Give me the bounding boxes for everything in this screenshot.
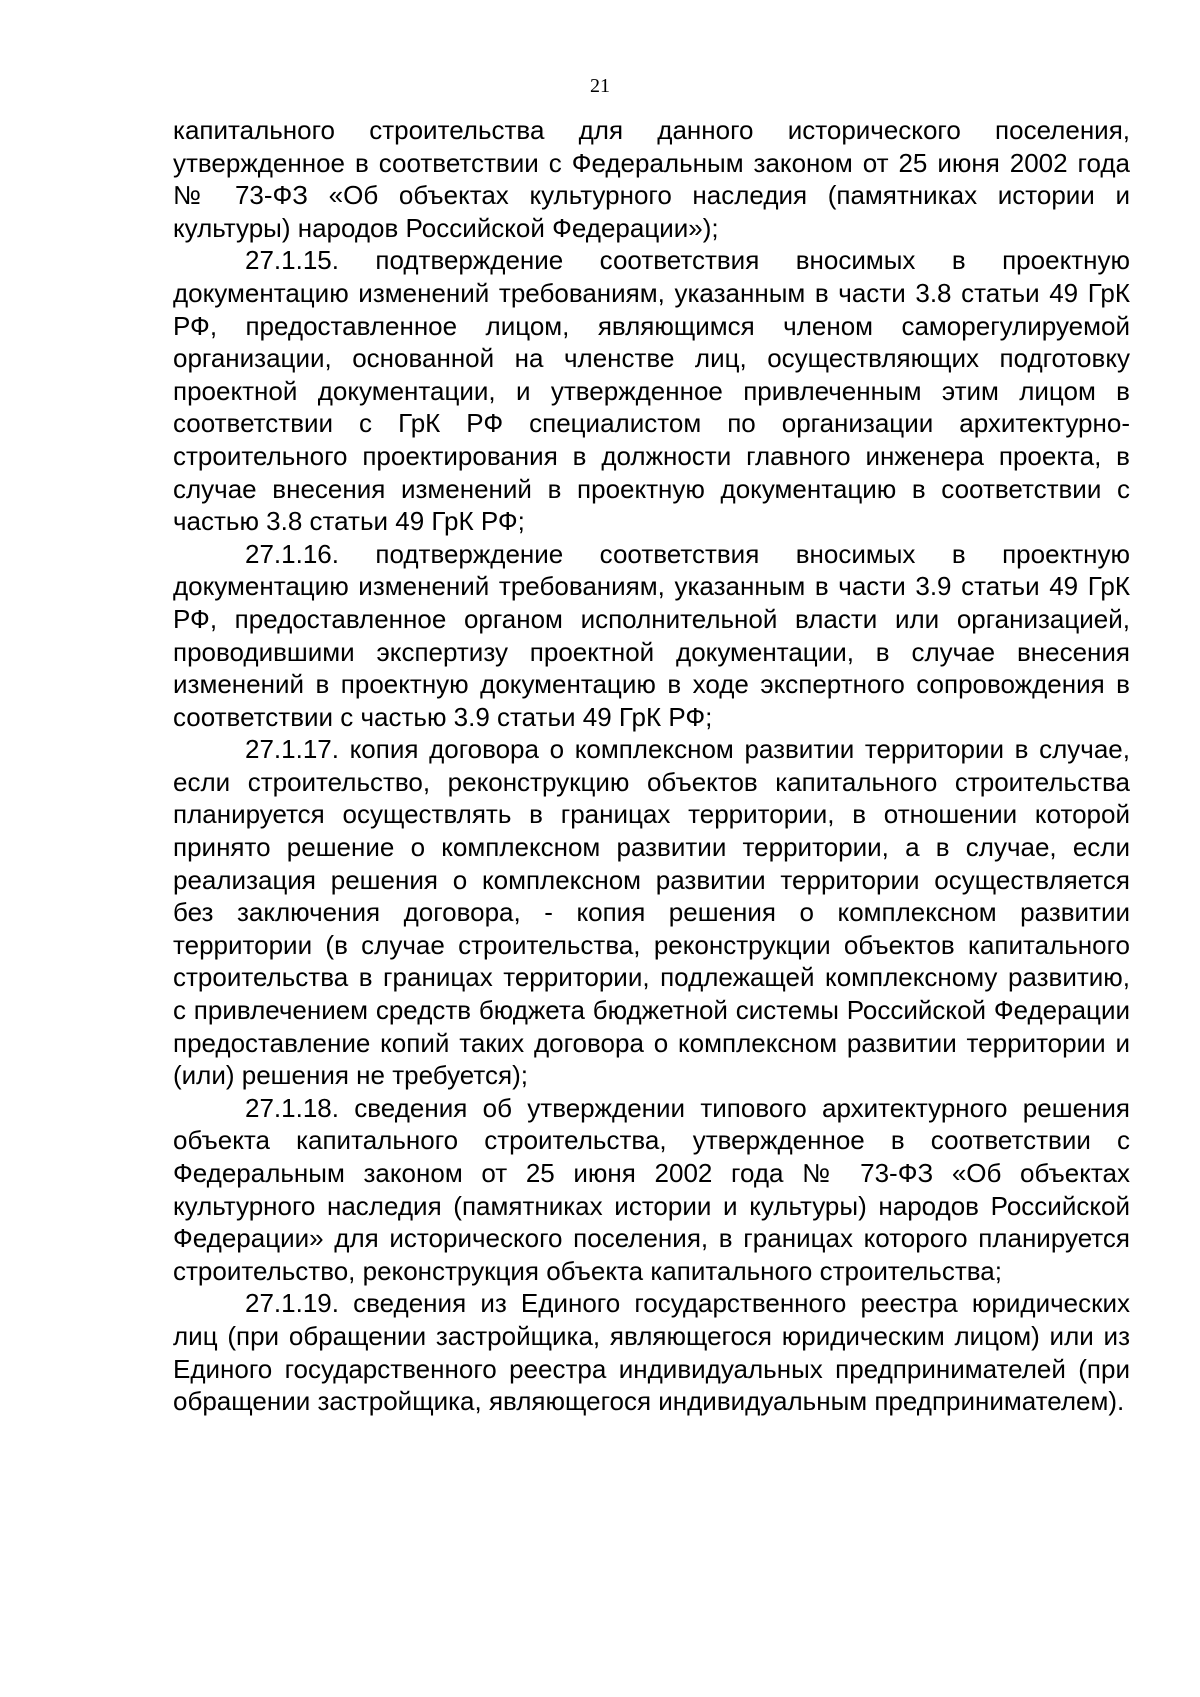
paragraph-27-1-17: 27.1.17. копия договора о комплексном развитии территории в случае, если строительство, реконструкцию объектов капитального строительства планируется осуществлять в границах территории, в отношении которой принято решение о комплексном развитии территории, а в случае, если реализация решения о комплексном развитии территории осуществляется без заключения договора, - копия решения о комплексном развитии территории (в случае строительства, реконструкции объектов капитального строительства в границах территории, подлежащей комплексному развитию, с привлечением средств бюджета бюджетной системы Российской Федерации предоставление копий таких договора о комплексном развитии территории и (или) решения не требуется); <box>173 734 1130 1091</box>
paragraph-27-1-15: 27.1.15. подтверждение соответствия вносимых в проектную документацию изменений требованиям, указанным в части 3.8 статьи 49 ГрК РФ, предоставленное лицом, являющимся членом саморегулируемой организации, основанной на членстве лиц, осуществляющих подготовку проектной документации, и утвержденное привлеченным этим лицом в соответствии с ГрК РФ специалистом по организации архитектурно-строительного проектирования в должности главного инженера проекта, в случае внесения изменений в проектную документацию в соответствии с частью 3.8 статьи 49 ГрК РФ; <box>173 245 1130 537</box>
page-number: 21 <box>590 75 610 97</box>
paragraph-continuation: капитального строительства для данного исторического поселения, утвержденное в соответствии с Федеральным законом от 25 июня 2002 года № 73-ФЗ «Об объектах культурного наследия (памятниках истории и культуры) народов Российской Федерации»); <box>173 115 1130 243</box>
document-body <box>173 114 1130 1418</box>
paragraph-27-1-16: 27.1.16. подтверждение соответствия вносимых в проектную документацию изменений требованиям, указанным в части 3.9 статьи 49 ГрК РФ, предоставленное органом исполнительной власти или организацией, проводившими экспертизу проектной документации, в случае внесения изменений в проектную документацию в ходе экспертного сопровождения в соответствии с частью 3.9 статьи 49 ГрК РФ; <box>173 538 1130 732</box>
paragraph-27-1-18: 27.1.18. сведения об утверждении типового архитектурного решения объекта капитального строительства, утвержденное в соответствии с Федеральным законом от 25 июня 2002 года № 73-ФЗ «Об объектах культурного наследия (памятниках истории и культуры) народов Российской Федерации» для исторического поселения, в границах которого планируется строительство, реконструкция объекта капитального строительства; <box>173 1092 1130 1286</box>
paragraph-27-1-19: 27.1.19. сведения из Единого государственного реестра юридических лиц (при обращении застройщика, являющегося юридическим лицом) или из Единого государственного реестра индивидуальных предпринимателей (при обращении застройщика, являющегося индивидуальным предпринимателем). <box>173 1288 1130 1417</box>
